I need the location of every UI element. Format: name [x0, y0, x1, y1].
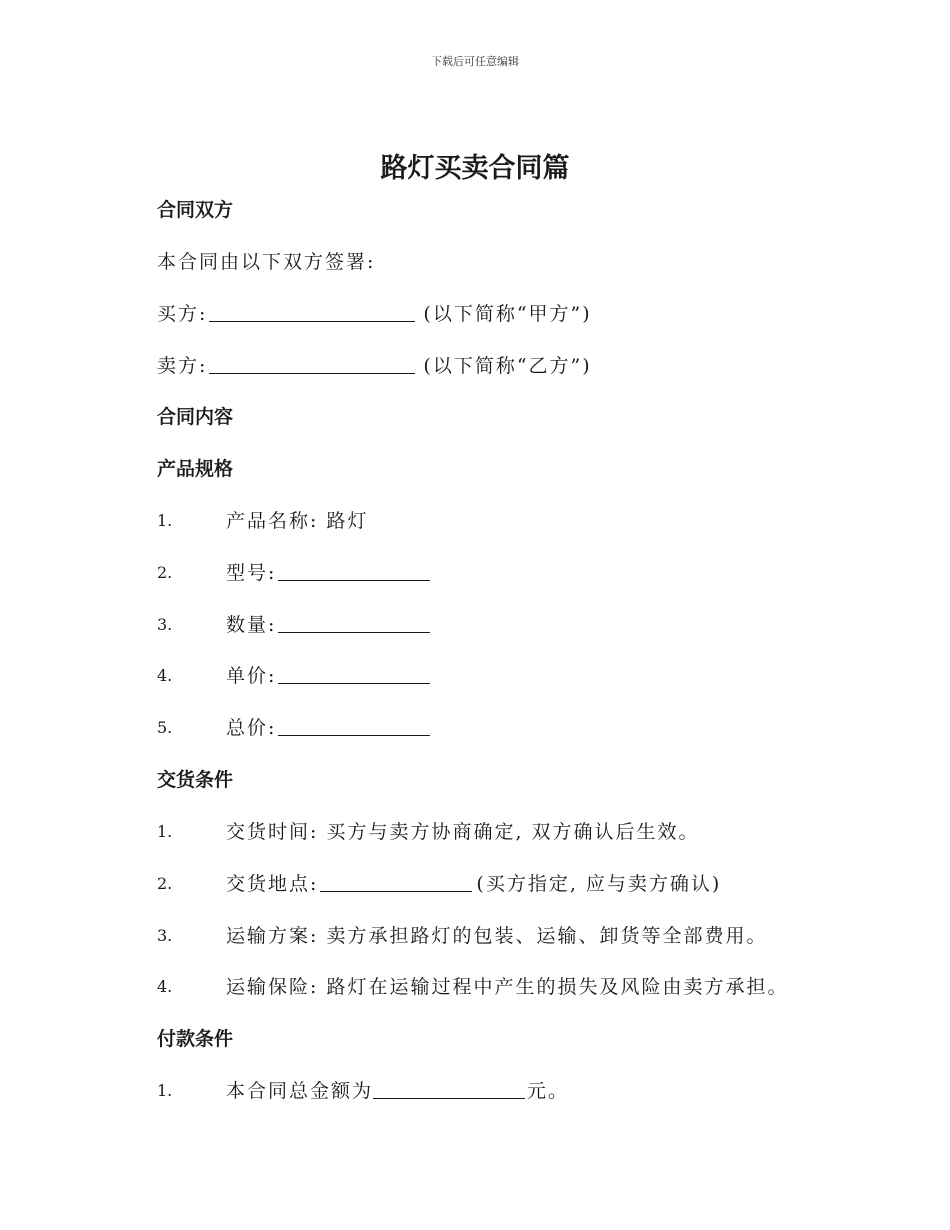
spec-item-unit-price [226, 663, 434, 689]
delivery-location-note: (买方指定, 应与卖方确认) [476, 873, 722, 895]
spec-item-number: 2. [157, 563, 173, 582]
parties-intro: 本合同由以下双方签署: [157, 251, 376, 273]
document-title: 路灯买卖合同篇 [380, 153, 570, 184]
spec-item-number: 1. [157, 511, 173, 530]
spec-item-label: 总价: [226, 717, 277, 739]
spec-item-label: 单价: [226, 665, 277, 687]
heading-delivery: 交货条件 [157, 769, 234, 791]
transport-plan: 运输方案: 卖方承担路灯的包装、运输、卸货等全部费用。 [226, 925, 768, 947]
heading-content: 合同内容 [157, 406, 234, 428]
unit-price-blank [278, 663, 430, 684]
delivery-item-number: 4. [157, 977, 173, 996]
spec-item-name: 产品名称: 路灯 [226, 510, 369, 532]
payment-total [226, 1078, 569, 1104]
delivery-location [226, 871, 721, 897]
buyer-blank [209, 301, 415, 322]
total-price-blank [278, 715, 430, 736]
transport-insurance: 运输保险: 路灯在运输过程中产生的损失及风险由卖方承担。 [226, 976, 789, 998]
spec-item-total-price [226, 715, 434, 741]
payment-total-prefix: 本合同总金额为 [226, 1080, 374, 1102]
buyer-label: 买方: [157, 303, 208, 325]
spec-item-number: 4. [157, 666, 173, 685]
buyer-line [157, 301, 592, 327]
seller-line [157, 353, 592, 379]
heading-payment: 付款条件 [157, 1028, 234, 1050]
model-blank [278, 560, 430, 581]
payment-total-blank [373, 1078, 525, 1099]
spec-item-model [226, 560, 434, 586]
spec-item-number: 5. [157, 718, 173, 737]
heading-parties: 合同双方 [157, 199, 234, 221]
spec-item-number: 3. [157, 615, 173, 634]
quantity-blank [278, 612, 430, 633]
spec-item-label: 型号: [226, 562, 277, 584]
payment-item-number: 1. [157, 1081, 173, 1100]
payment-total-suffix: 元。 [527, 1080, 570, 1102]
delivery-item-number: 1. [157, 822, 173, 841]
delivery-item-number: 3. [157, 926, 173, 945]
seller-note: (以下简称“乙方”) [423, 355, 592, 377]
delivery-location-label: 交货地点: [226, 873, 319, 895]
spec-item-quantity [226, 612, 434, 638]
delivery-item-number: 2. [157, 874, 173, 893]
delivery-time: 交货时间: 买方与卖方协商确定, 双方确认后生效。 [226, 821, 700, 843]
page-header: 下载后可任意编辑 [431, 55, 519, 68]
buyer-note: (以下简称“甲方”) [423, 303, 592, 325]
seller-label: 卖方: [157, 355, 208, 377]
delivery-location-blank [320, 871, 472, 892]
seller-blank [209, 353, 415, 374]
heading-spec: 产品规格 [157, 458, 234, 480]
spec-item-label: 数量: [226, 614, 277, 636]
